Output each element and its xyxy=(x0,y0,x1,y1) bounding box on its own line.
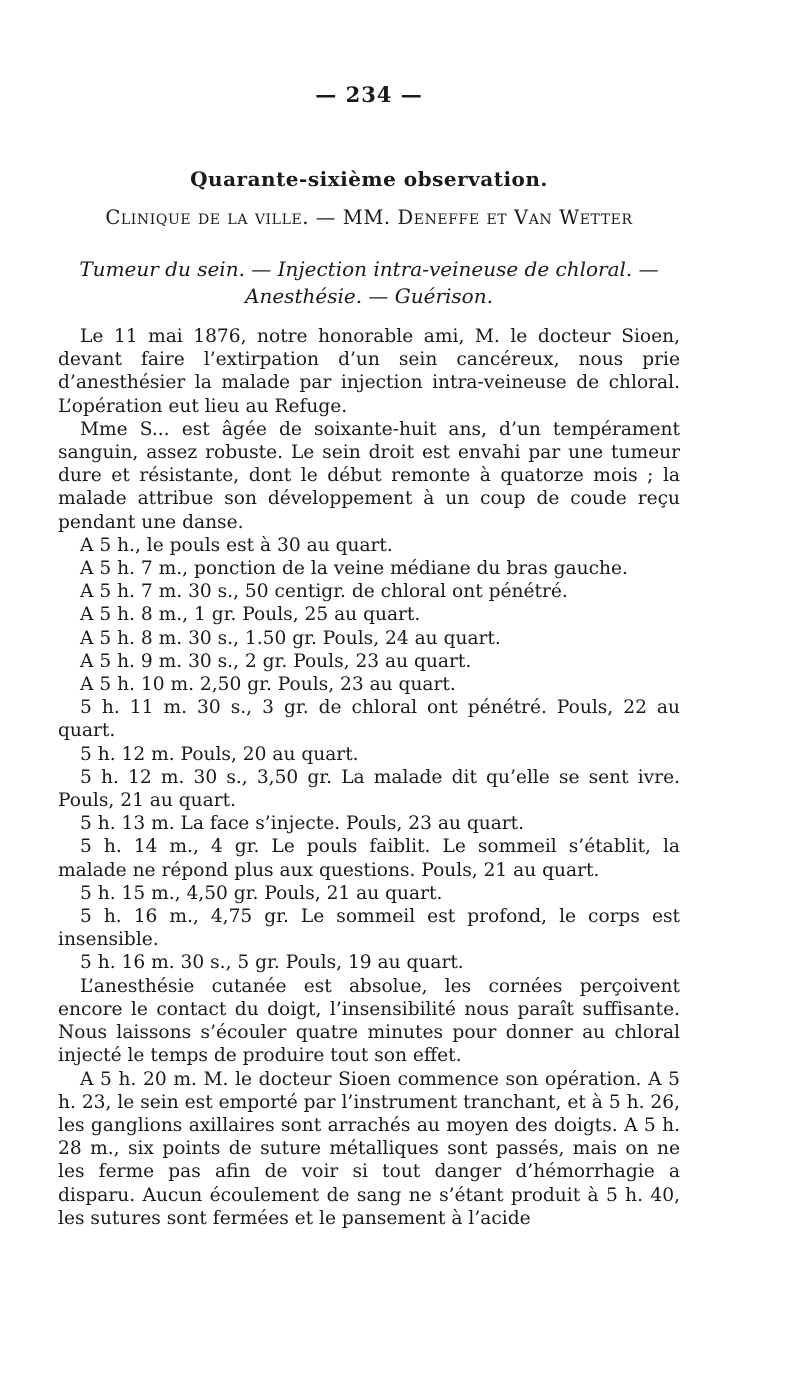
timeline-entry: A 5 h. 8 m., 1 gr. Pouls, 25 au quart. xyxy=(80,604,421,626)
timeline-entry: A 5 h. 7 m., ponction de la veine médiane du bras gauche. xyxy=(80,558,628,580)
timeline-entry: A 5 h. 9 m. 30 s., 2 gr. Pouls, 23 au quart. xyxy=(80,650,472,672)
case-subject-line-1: Tumeur du sein. — Injection intra-veineuse de chloral. — xyxy=(79,257,659,281)
timeline-entry: A 5 h. 8 m. 30 s., 1.50 gr. Pouls, 24 au quart. xyxy=(80,627,501,649)
timeline-entry: A 5 h., le pouls est à 30 au quart. xyxy=(80,534,393,556)
timeline-entry: A 5 h. 7 m. 30 s., 50 centigr. de chloral ont pénétré. xyxy=(80,581,568,603)
paragraph-operation: A 5 h. 20 m. M. le docteur Sioen commence son opération. A 5 h. 23, le sein est emporté par l’instrument tranchant, et à 5 h. 26, les ganglions axillaires sont arrachés au moyen des doigts. A 5 h. 28 m., six points de suture métalliques sont passés, mais on ne les ferme pas afin de voir si tout danger d’hémorrhagie a disparu. Aucun écoulement de sang ne s’étant produit à 5 h. 40, les sutures sont fermées et le pansement à l’acide xyxy=(58,1068,680,1229)
timeline-entry: 5 h. 12 m. Pouls, 20 au quart. xyxy=(80,743,359,765)
timeline-entry: 5 h. 16 m., 4,75 gr. Le sommeil est profond, le corps est insensible. xyxy=(58,906,680,951)
case-subject-line-2: Anesthésie. — Guérison. xyxy=(245,284,493,308)
clinic-line: Clinique de la ville. — MM. Deneffe et Van Wetter xyxy=(105,206,633,229)
paragraph-anesthesia: L’anesthésie cutanée est absolue, les cornées perçoivent encore le contact du doigt, l’insensibilité nous paraît suffisante. Nous laissons s’écouler quatre minutes pour donner au chloral injecté le temps de produire tout son effet. xyxy=(58,975,680,1067)
paragraph-patient: Mme S... est âgée de soixante-huit ans, d’un tempérament sanguin, assez robuste. Le sein droit est envahi par une tumeur dure et résistante, dont le début remonte à quatorze mois ; la malade attribue son développement à un coup de coude reçu pendant une danse. xyxy=(58,418,680,533)
case-subject xyxy=(58,256,680,310)
timeline-entry: 5 h. 14 m., 4 gr. Le pouls faiblit. Le sommeil s’établit, la malade ne répond plus aux questions. Pouls, 21 au quart. xyxy=(58,836,680,881)
timeline-entry: 5 h. 15 m., 4,50 gr. Pouls, 21 au quart. xyxy=(80,882,443,904)
timeline-entry: 5 h. 13 m. La face s’injecte. Pouls, 23 au quart. xyxy=(80,813,525,835)
book-page xyxy=(58,0,680,1395)
page-number: — 234 — xyxy=(315,82,423,107)
timeline-entry: 5 h. 16 m. 30 s., 5 gr. Pouls, 19 au quart. xyxy=(80,952,464,974)
paragraph-intro: Le 11 mai 1876, notre honorable ami, M. le docteur Sioen, devant faire l’extirpation d’un sein cancéreux, nous prie d’anesthésier la malade par injection intra-veineuse de chloral. L’opération eut lieu au Refuge. xyxy=(58,326,680,417)
timeline-entry: 5 h. 12 m. 30 s., 3,50 gr. La malade dit qu’elle se sent ivre. Pouls, 21 au quart. xyxy=(58,766,680,812)
timeline-entry: A 5 h. 10 m. 2,50 gr. Pouls, 23 au quart. xyxy=(80,674,456,696)
timeline-entry: 5 h. 11 m. 30 s., 3 gr. de chloral ont pénétré. Pouls, 22 au quart. xyxy=(58,697,680,742)
observation-heading: Quarante-sixième observation. xyxy=(190,167,548,191)
observation-body xyxy=(58,325,680,1230)
